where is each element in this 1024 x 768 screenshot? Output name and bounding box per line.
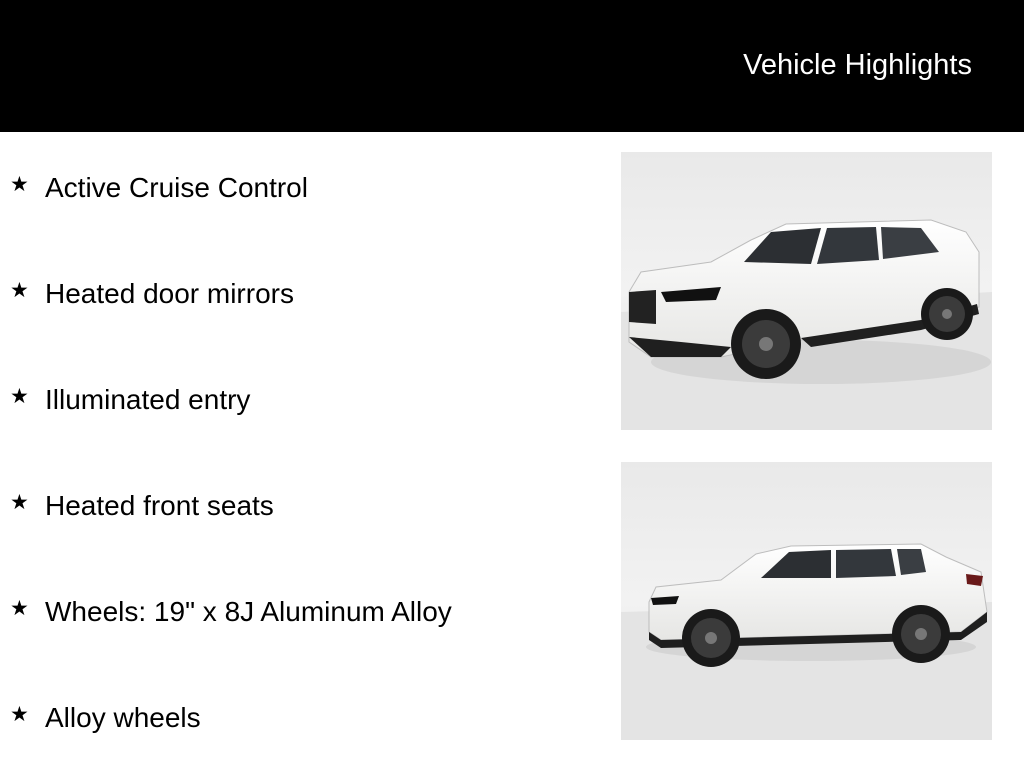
highlight-label: Wheels: 19" x 8J Aluminum Alloy — [45, 596, 452, 627]
star-icon: ★ — [10, 173, 29, 196]
page-title: Vehicle Highlights — [743, 49, 972, 81]
star-icon: ★ — [10, 491, 29, 514]
star-icon: ★ — [10, 597, 29, 620]
highlight-label: Heated front seats — [45, 490, 274, 521]
vehicle-photo-front — [621, 152, 992, 430]
highlight-label: Active Cruise Control — [45, 172, 308, 203]
star-icon: ★ — [10, 279, 29, 302]
vehicle-photo-side — [621, 462, 992, 740]
star-icon: ★ — [10, 703, 29, 726]
header-bar — [0, 0, 1024, 132]
star-icon: ★ — [10, 385, 29, 408]
highlight-label: Heated door mirrors — [45, 278, 294, 309]
highlight-label: Alloy wheels — [45, 702, 201, 733]
highlight-label: Illuminated entry — [45, 384, 251, 415]
